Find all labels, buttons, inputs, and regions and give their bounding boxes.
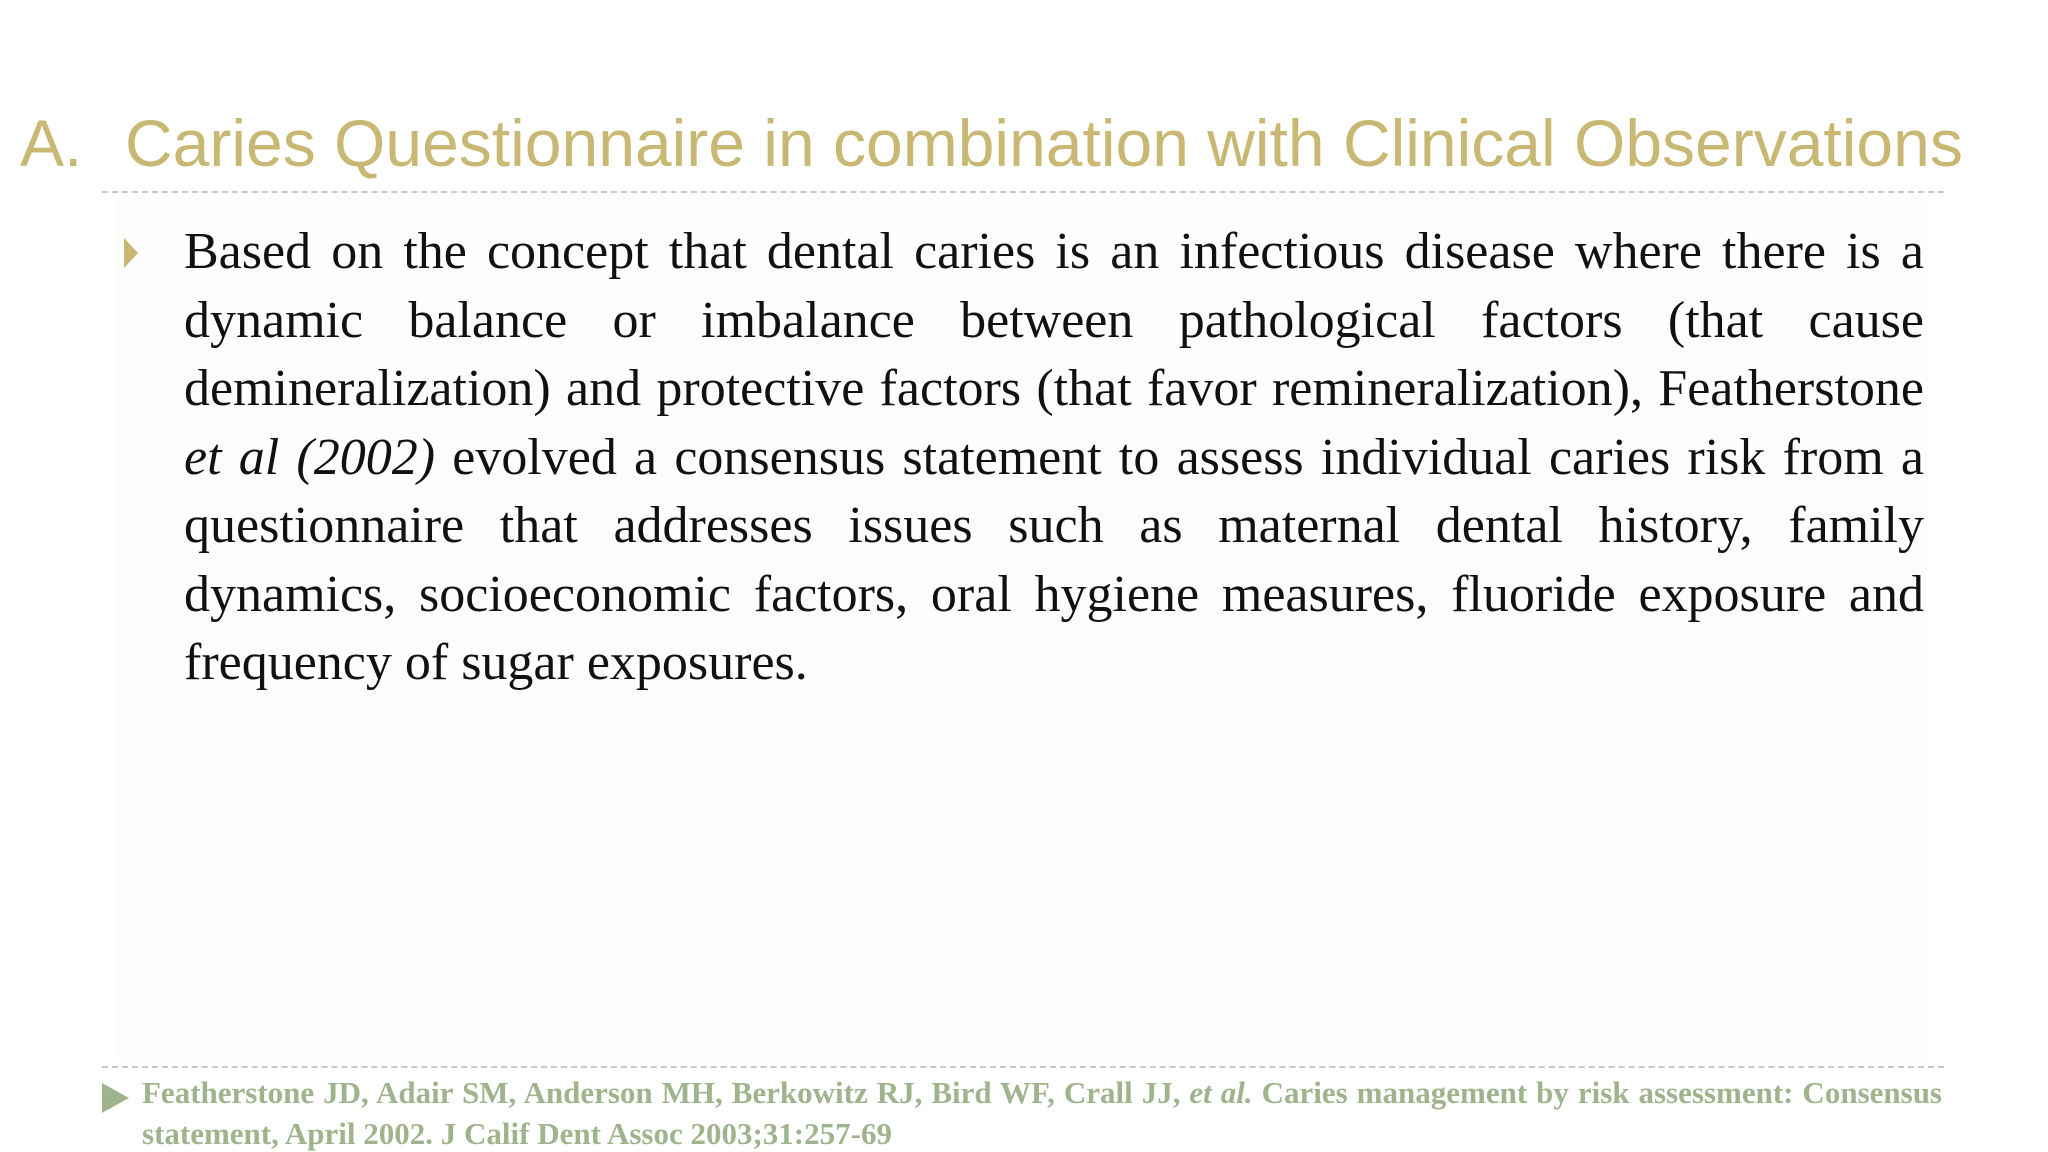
title-divider [102,191,1944,193]
reference-triangle-right-icon [102,1083,129,1113]
slide-title [20,100,2040,186]
bullet-text-after: evolved a consensus statement to assess individual caries risk from a questionnaire that addresses issues such as maternal dental history, family dynamics, socioeconomic factors, oral hygiene measures, fluoride exposure and frequency of sugar exposures. [184,428,1924,691]
bullet-text-italic: et al (2002) [184,428,436,486]
title-section-letter: A. [20,106,83,180]
title-text: Caries Questionnaire in combination with Clinical Observations [125,106,1963,180]
reference-divider [102,1066,1944,1068]
reference-text-after: Caries management by risk assessment: Consensus statement, April 2002. J Calif Dent Assoc 2003;31:257-69 [142,1075,1942,1151]
triangle-right-icon [124,238,138,268]
reference-citation [142,1072,1942,1152]
bullet-paragraph [184,218,1924,698]
bullet-text-before: Based on the concept that dental caries is an infectious disease where there is a dynamic balance or imbalance between pathological factors (that cause demineralization) and protective factors (that favor remineralization), Featherstone [184,223,1924,417]
reference-text-before: Featherstone JD, Adair SM, Anderson MH, Berkowitz RJ, Bird WF, Crall JJ, [142,1075,1190,1110]
reference-text-italic: et al. [1189,1075,1253,1110]
